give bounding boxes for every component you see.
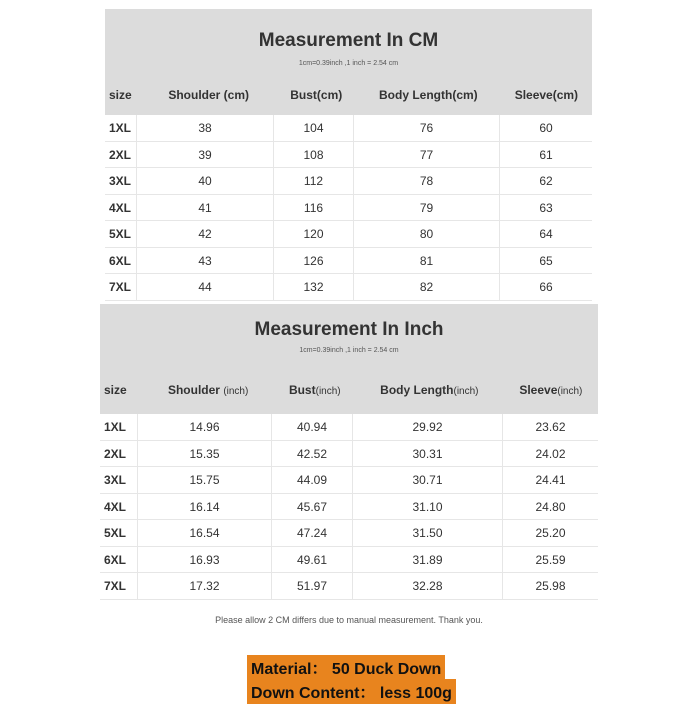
- cm-table-title: Measurement In CM: [258, 30, 439, 51]
- cell-body-length: 31.89: [353, 547, 503, 573]
- cell-body-length: 76: [354, 115, 500, 141]
- col-header-sleeve: Sleeve(cm): [514, 88, 579, 102]
- col-header-bust-label: Bust: [288, 383, 316, 397]
- cell-body-length: 31.50: [353, 520, 503, 546]
- cell-shoulder: 38: [137, 115, 274, 141]
- cm-column-headers: [105, 85, 592, 105]
- col-header-shoulder: [142, 383, 275, 397]
- inch-column-headers: [100, 380, 598, 400]
- table-row: [105, 195, 592, 222]
- cell-bust: 47.24: [272, 520, 353, 546]
- cell-body-length: 30.71: [353, 467, 503, 493]
- table-row: [105, 142, 592, 169]
- inch-conversion-note: 1cm=0.39inch ,1 inch = 2.54 cm: [299, 347, 399, 354]
- cell-size: 7XL: [105, 274, 137, 300]
- cell-shoulder: 17.32: [138, 573, 272, 599]
- col-header-body-length: Body Length(cm): [379, 88, 478, 102]
- cell-shoulder: 42: [137, 221, 274, 247]
- table-row: [105, 248, 592, 275]
- table-row: [100, 441, 598, 468]
- col-header-body-length-unit: (inch): [453, 386, 479, 397]
- cell-body-length: 78: [354, 168, 500, 194]
- cell-body-length: 79: [354, 195, 500, 221]
- cell-bust: 44.09: [272, 467, 353, 493]
- cm-table-header: [105, 9, 592, 115]
- table-row: [105, 274, 592, 301]
- col-header-bust: Bust(cm): [290, 88, 343, 102]
- cell-body-length: 82: [354, 274, 500, 300]
- cell-size: 3XL: [100, 467, 138, 493]
- inch-table-header: [100, 304, 598, 414]
- cell-sleeve: 24.02: [535, 446, 566, 461]
- col-header-bust: [275, 383, 355, 397]
- cell-size: 1XL: [105, 115, 137, 141]
- col-header-size: size: [109, 88, 132, 102]
- inch-size-chart: [100, 304, 598, 642]
- measurement-disclaimer: Please allow 2 CM differs due to manual measurement. Thank you.: [215, 614, 483, 625]
- cell-bust: 49.61: [272, 547, 353, 573]
- cm-conversion-note: 1cm=0.39inch ,1 inch = 2.54 cm: [298, 60, 399, 67]
- cell-bust: 40.94: [272, 414, 353, 440]
- col-header-bust-unit: (inch): [315, 386, 341, 397]
- col-header-sleeve-label: Sleeve: [519, 383, 558, 397]
- cell-size: 2XL: [105, 142, 137, 168]
- cell-sleeve: 63: [539, 200, 553, 215]
- cell-bust: 126: [274, 248, 354, 274]
- cell-bust: 51.97: [272, 573, 353, 599]
- col-header-size: size: [104, 383, 127, 397]
- cell-sleeve: 25.98: [535, 579, 566, 593]
- material-tag: Material： 50 Duck Down: [247, 655, 445, 680]
- col-header-shoulder-label: Shoulder: [167, 383, 220, 397]
- cell-size: 2XL: [100, 441, 138, 467]
- cell-body-length: 29.92: [353, 414, 503, 440]
- cell-size: 4XL: [100, 494, 138, 520]
- cell-sleeve: 62: [539, 174, 553, 188]
- cell-shoulder: 44: [137, 274, 274, 300]
- cell-size: 6XL: [100, 547, 138, 573]
- cell-size: 4XL: [105, 195, 137, 221]
- cell-body-length: 32.28: [353, 573, 503, 599]
- cell-sleeve: 61: [539, 147, 553, 162]
- cell-shoulder: 40: [137, 168, 274, 194]
- cell-shoulder: 14.96: [138, 414, 272, 440]
- cm-size-chart: [105, 9, 592, 301]
- cell-size: 5XL: [105, 221, 137, 247]
- table-row: [100, 414, 598, 441]
- col-header-sleeve-unit: (inch): [557, 386, 583, 397]
- down-content-tag: Down Content： less 100g: [247, 679, 456, 704]
- table-row: [105, 115, 592, 142]
- col-header-shoulder: Shoulder (cm): [168, 88, 249, 102]
- cell-body-length: 30.31: [353, 441, 503, 467]
- cell-sleeve: 25.20: [535, 526, 566, 540]
- cell-size: 3XL: [105, 168, 137, 194]
- cell-bust: 104: [274, 115, 354, 141]
- cell-size: 5XL: [100, 520, 138, 546]
- col-header-sleeve: [504, 383, 598, 397]
- cell-shoulder: 39: [137, 142, 274, 168]
- table-row: [105, 221, 592, 248]
- table-row: [100, 520, 598, 547]
- cell-shoulder: 15.35: [138, 441, 272, 467]
- cell-shoulder: 41: [137, 195, 274, 221]
- cell-sleeve: 60: [539, 121, 553, 135]
- table-row: [100, 494, 598, 521]
- cell-bust: 108: [274, 142, 354, 168]
- cell-sleeve: 64: [539, 227, 553, 241]
- cell-size: 7XL: [100, 573, 138, 599]
- cell-shoulder: 16.14: [138, 494, 272, 520]
- table-row: [100, 573, 598, 600]
- cell-sleeve: 23.62: [535, 420, 566, 434]
- cell-bust: 132: [274, 274, 354, 300]
- cell-bust: 42.52: [272, 441, 353, 467]
- cell-size: 6XL: [105, 248, 137, 274]
- table-row: [100, 547, 598, 574]
- cell-shoulder: 16.93: [138, 547, 272, 573]
- cell-sleeve: 25.59: [535, 552, 566, 567]
- cell-shoulder: 16.54: [138, 520, 272, 546]
- cell-bust: 45.67: [272, 494, 353, 520]
- table-row: [105, 168, 592, 195]
- cell-bust: 112: [274, 168, 354, 194]
- cell-bust: 120: [274, 221, 354, 247]
- cm-table-body: [105, 115, 592, 301]
- cell-shoulder: 43: [137, 248, 274, 274]
- cell-body-length: 31.10: [353, 494, 503, 520]
- cell-body-length: 77: [354, 142, 500, 168]
- cell-sleeve: 65: [539, 253, 553, 268]
- cell-sleeve: 24.41: [535, 473, 566, 487]
- inch-table-title: Measurement In Inch: [254, 319, 444, 340]
- cell-shoulder: 15.75: [138, 467, 272, 493]
- cell-body-length: 80: [354, 221, 500, 247]
- inch-table-body: [100, 414, 598, 600]
- col-header-body-length-label: Body Length: [380, 383, 454, 397]
- cell-size: 1XL: [100, 414, 138, 440]
- col-header-body-length: [355, 383, 504, 397]
- cell-body-length: 81: [354, 248, 500, 274]
- table-row: [100, 467, 598, 494]
- col-header-shoulder-unit: (inch): [223, 386, 249, 397]
- cell-sleeve: 24.80: [535, 499, 566, 514]
- cell-bust: 116: [274, 195, 354, 221]
- cell-sleeve: 66: [539, 280, 553, 294]
